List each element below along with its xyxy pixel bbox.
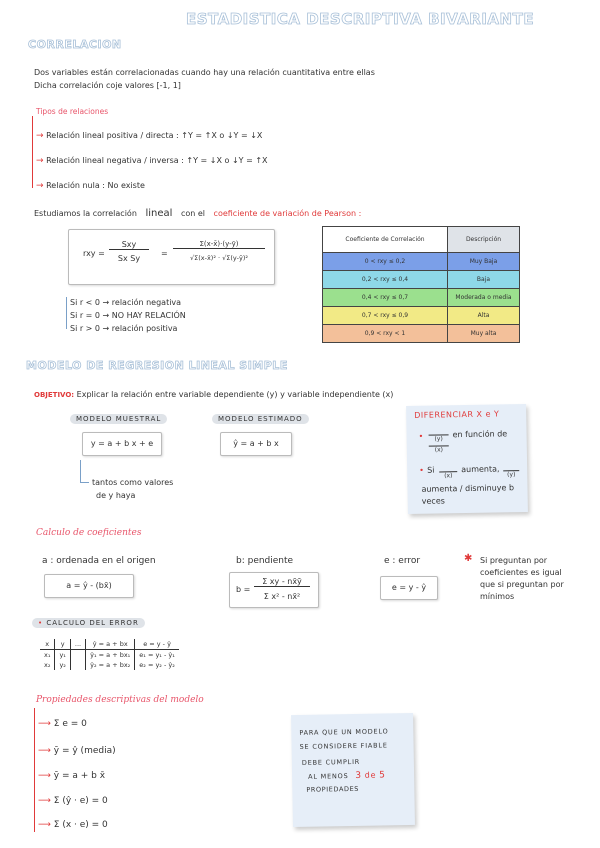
tipo-item: → Relación lineal positiva / directa : ↑Y = ↑X o ↓Y = ↓X bbox=[36, 131, 263, 141]
star-note-line: mínimos bbox=[480, 592, 515, 601]
arrow-icon: ⟶ bbox=[38, 796, 51, 806]
prop-item: ⟶ Σ e = 0 bbox=[38, 719, 87, 729]
error-row: x₂ y₂ ŷ₂ = a + bx₂ e₂ = y₂ - ŷ₂ bbox=[40, 660, 179, 670]
coef-row: 0,7 < rxy ≤ 0,9 Alta bbox=[323, 307, 520, 325]
arrow-icon: ⟶ bbox=[38, 719, 51, 729]
si-line: Si r > 0 → relación positiva bbox=[70, 324, 178, 333]
propiedades-title: Propiedades descriptivas del modelo bbox=[36, 695, 204, 705]
coef-row: 0,9 < rxy < 1 Muy alta bbox=[323, 325, 520, 343]
intro-line-1: Dos variables están correlacionadas cuando hay una relación cuantitativa entre ellas bbox=[34, 68, 375, 77]
modelo-estimado-pill: MODELO ESTIMADO bbox=[212, 414, 309, 424]
asterisk-icon: ✱ bbox=[464, 553, 473, 564]
arrow-icon: ⟶ bbox=[38, 820, 51, 830]
error-header: y bbox=[55, 639, 70, 650]
arrow-icon: → bbox=[36, 181, 44, 191]
star-note-line: que si preguntan por bbox=[480, 580, 564, 589]
coef-row: 0,4 < rxy ≤ 0,7 Moderada o media bbox=[323, 289, 520, 307]
tipo-item: → Relación nula : No existe bbox=[36, 181, 145, 191]
tipos-title: Tipos de relaciones bbox=[36, 107, 109, 116]
star-note-line: Si preguntan por bbox=[480, 556, 548, 565]
bullet-icon: • bbox=[419, 465, 424, 475]
coef-row: 0,2 < rxy ≤ 0,4 Baja bbox=[323, 271, 520, 289]
coef-header: Coeficiente de Correlación bbox=[323, 227, 448, 253]
prop-bracket bbox=[34, 708, 35, 832]
error-row: x₁ y₁ ŷ₁ = a + bx₁ e₁ = y₁ - ŷ₁ bbox=[40, 650, 179, 661]
coef-table bbox=[322, 226, 520, 343]
section-heading-correlacion: CORRELACION bbox=[28, 38, 122, 51]
arrow-icon: → bbox=[36, 131, 44, 141]
calculo-title: Calculo de coeficientes bbox=[36, 528, 142, 538]
tipo-item: → Relación lineal negativa / inversa : ↑Y = ↓X o ↓Y = ↑X bbox=[36, 156, 268, 166]
si-line: Si r = 0 → NO HAY RELACIÓN bbox=[70, 311, 186, 320]
page-title: ESTADISTICA DESCRIPTIVA BIVARIANTE bbox=[186, 10, 535, 28]
error-table bbox=[40, 639, 179, 670]
intro-line-2: Dicha correlación coje valores [-1, 1] bbox=[34, 81, 181, 90]
a-formula-box: a = ŷ - (bx̄) bbox=[44, 574, 134, 598]
coef-header: Descripción bbox=[448, 227, 520, 253]
tipos-bracket bbox=[32, 116, 33, 188]
error-header: ... bbox=[70, 639, 85, 650]
objetivo-line: OBJETIVO: Explicar la relación entre variable dependiente (y) y variable independiente (x) bbox=[34, 390, 394, 399]
section-heading-regresion: MODELO DE REGRESION LINEAL SIMPLE bbox=[26, 359, 288, 372]
error-header: ŷ = a + bx bbox=[86, 639, 135, 650]
star-note-line: coeficientes es igual bbox=[480, 568, 562, 577]
estudiamos-line: Estudiamos la correlación lineal con el coeficiente de variación de Pearson : bbox=[34, 208, 362, 219]
arrow-icon: ⟶ bbox=[38, 771, 51, 781]
prop-item: ⟶ ȳ = ŷ (media) bbox=[38, 746, 116, 756]
a-label: a : ordenada en el origen bbox=[42, 556, 156, 566]
prop-item: ⟶ Σ (x · e) = 0 bbox=[38, 820, 108, 830]
sticky-note-fiable: PARA QUE UN MODELO SE CONSIDERE FIABLE DEBE CUMPLIR AL MENOS 3 de 5 PROPIEDADES bbox=[291, 713, 415, 827]
sticky-note-diferenciar: DIFERENCIAR X e Y • (y) en función de (x) • Si (x) aumenta, (y) aumenta / disminuye b veces bbox=[406, 404, 528, 514]
estimado-formula-box: ŷ = a + b x bbox=[220, 432, 292, 456]
prop-item: ⟶ Σ (ŷ · e) = 0 bbox=[38, 796, 108, 806]
coef-row: 0 < rxy ≤ 0,2 Muy Baja bbox=[323, 253, 520, 271]
prop-item: ⟶ ȳ = a + b x̄ bbox=[38, 771, 106, 781]
e-label: e : error bbox=[384, 556, 421, 566]
arrow-icon: ⟶ bbox=[38, 746, 51, 756]
muestral-formula-box: y = a + b x + e bbox=[82, 432, 162, 456]
b-label: b: pendiente bbox=[236, 556, 294, 566]
e-formula-box: e = y - ŷ bbox=[380, 576, 438, 600]
modelo-muestral-pill: MODELO MUESTRAL bbox=[70, 414, 167, 424]
bullet-icon: • bbox=[418, 431, 424, 441]
si-line: Si r < 0 → relación negativa bbox=[70, 298, 182, 307]
tantos-connector bbox=[80, 460, 89, 483]
tantos-line-1: tantos como valores bbox=[92, 478, 174, 487]
si-bracket bbox=[66, 297, 68, 329]
arrow-icon: → bbox=[36, 156, 44, 166]
b-formula-box: b = Σ xy - nx̄ȳ Σ x² - nx̄² bbox=[229, 572, 319, 608]
calculo-error-pill: • CALCULO DEL ERROR bbox=[32, 618, 145, 628]
error-header: e = y - ŷ bbox=[143, 640, 171, 648]
pearson-formula-box: rxy = Sxy Sx Sy = Σ(x-x̄)·(y-ȳ) √Σ(x-x̄)² · √Σ(y-ȳ)² bbox=[68, 229, 275, 285]
error-header: x bbox=[40, 639, 55, 650]
tantos-line-2: de y haya bbox=[96, 491, 136, 500]
